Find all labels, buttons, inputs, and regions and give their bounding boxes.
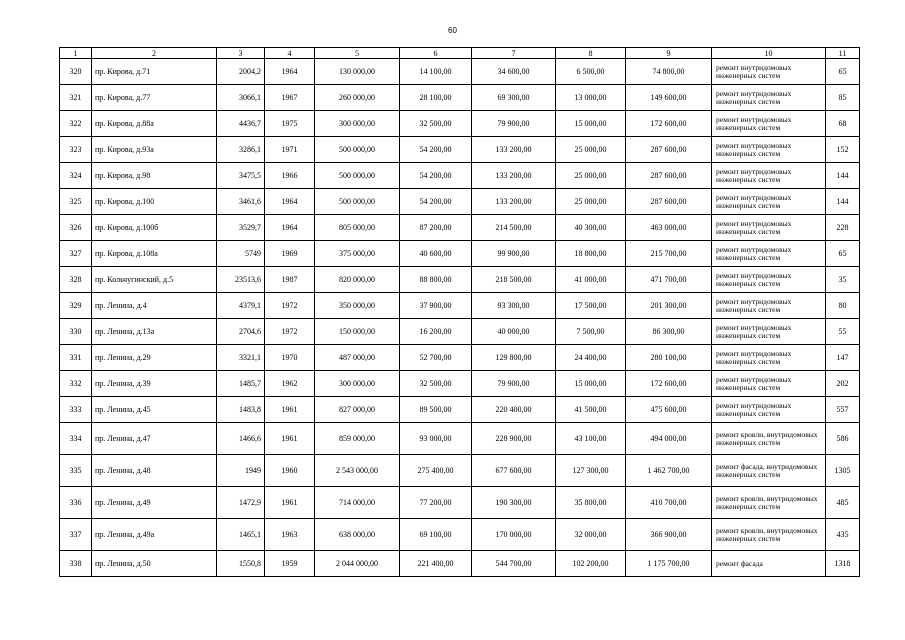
address-cell: пр. Ленина, д.39 — [92, 371, 217, 397]
column-header-7: 7 — [472, 48, 556, 59]
cost-share-3-cell: 24 400,00 — [556, 345, 626, 371]
work-type-cell: ремонт кровли, внутридомовых инженерных систем — [712, 487, 826, 519]
address-cell: пр. Ленина, д.45 — [92, 397, 217, 423]
address-cell: пр. Ленина, д.13а — [92, 319, 217, 345]
cost-share-3-cell: 25 000,00 — [556, 163, 626, 189]
cost-share-2-cell: 79 900,00 — [472, 371, 556, 397]
cost-share-1-cell: 32 500,00 — [400, 111, 472, 137]
cost-share-2-cell: 218 500,00 — [472, 267, 556, 293]
count-cell: 55 — [826, 319, 860, 345]
year-built-cell: 1964 — [265, 215, 315, 241]
cost-share-1-cell: 54 200,00 — [400, 189, 472, 215]
row-number-cell: 331 — [60, 345, 92, 371]
cost-share-2-cell: 190 300,00 — [472, 487, 556, 519]
cost-share-1-cell: 14 100,00 — [400, 59, 472, 85]
address-cell: пр. Ленина, д.29 — [92, 345, 217, 371]
count-cell: 35 — [826, 267, 860, 293]
cost-share-3-cell: 43 100,00 — [556, 423, 626, 455]
cost-share-4-cell: 280 100,00 — [626, 345, 712, 371]
table-row — [60, 371, 860, 397]
row-number-cell: 329 — [60, 293, 92, 319]
cost-share-3-cell: 15 000,00 — [556, 371, 626, 397]
work-type-cell: ремонт внутридомовых инженерных систем — [712, 189, 826, 215]
total-cost-cell: 500 000,00 — [315, 163, 400, 189]
row-number-cell: 325 — [60, 189, 92, 215]
cost-share-1-cell: 77 200,00 — [400, 487, 472, 519]
row-number-cell: 322 — [60, 111, 92, 137]
year-built-cell: 1972 — [265, 319, 315, 345]
table-row — [60, 163, 860, 189]
work-type-cell: ремонт внутридомовых инженерных систем — [712, 111, 826, 137]
table-row — [60, 189, 860, 215]
cost-share-2-cell: 214 500,00 — [472, 215, 556, 241]
table-row — [60, 215, 860, 241]
table-row — [60, 85, 860, 111]
column-header-1: 1 — [60, 48, 92, 59]
column-header-3: 3 — [217, 48, 265, 59]
total-cost-cell: 350 000,00 — [315, 293, 400, 319]
cost-share-3-cell: 13 000,00 — [556, 85, 626, 111]
count-cell: 65 — [826, 59, 860, 85]
floor-area-cell: 3461,6 — [217, 189, 265, 215]
address-cell: пр. Кирова, д.108а — [92, 241, 217, 267]
floor-area-cell: 1465,1 — [217, 519, 265, 551]
address-cell: пр. Кирова, д.98 — [92, 163, 217, 189]
cost-share-4-cell: 494 000,00 — [626, 423, 712, 455]
row-number-cell: 323 — [60, 137, 92, 163]
cost-share-4-cell: 1 175 700,00 — [626, 551, 712, 577]
cost-share-4-cell: 471 700,00 — [626, 267, 712, 293]
floor-area-cell: 4379,1 — [217, 293, 265, 319]
count-cell: 152 — [826, 137, 860, 163]
cost-share-2-cell: 129 800,00 — [472, 345, 556, 371]
year-built-cell: 1961 — [265, 397, 315, 423]
floor-area-cell: 3286,1 — [217, 137, 265, 163]
cost-share-1-cell: 32 500,00 — [400, 371, 472, 397]
total-cost-cell: 150 000,00 — [315, 319, 400, 345]
work-type-cell: ремонт внутридомовых инженерных систем — [712, 319, 826, 345]
year-built-cell: 1987 — [265, 267, 315, 293]
year-built-cell: 1963 — [265, 519, 315, 551]
total-cost-cell: 375 000,00 — [315, 241, 400, 267]
cost-share-3-cell: 25 000,00 — [556, 137, 626, 163]
address-cell: пр. Кольчугинский, д.5 — [92, 267, 217, 293]
cost-share-1-cell: 16 200,00 — [400, 319, 472, 345]
cost-share-2-cell: 79 900,00 — [472, 111, 556, 137]
year-built-cell: 1959 — [265, 551, 315, 577]
cost-share-1-cell: 221 400,00 — [400, 551, 472, 577]
work-type-cell: ремонт внутридомовых инженерных систем — [712, 59, 826, 85]
count-cell: 435 — [826, 519, 860, 551]
row-number-cell: 336 — [60, 487, 92, 519]
cost-share-4-cell: 172 600,00 — [626, 371, 712, 397]
cost-share-1-cell: 93 000,00 — [400, 423, 472, 455]
cost-share-1-cell: 37 900,00 — [400, 293, 472, 319]
cost-share-4-cell: 1 462 700,00 — [626, 455, 712, 487]
cost-share-4-cell: 287 600,00 — [626, 189, 712, 215]
floor-area-cell: 2004,2 — [217, 59, 265, 85]
cost-share-1-cell: 52 700,00 — [400, 345, 472, 371]
cost-share-2-cell: 133 200,00 — [472, 189, 556, 215]
address-cell: пр. Ленина, д.4 — [92, 293, 217, 319]
work-type-cell: ремонт внутридомовых инженерных систем — [712, 371, 826, 397]
cost-share-1-cell: 54 200,00 — [400, 137, 472, 163]
row-number-cell: 332 — [60, 371, 92, 397]
column-header-5: 5 — [315, 48, 400, 59]
cost-share-1-cell: 54 200,00 — [400, 163, 472, 189]
address-cell: пр. Кирова, д.93а — [92, 137, 217, 163]
column-header-6: 6 — [400, 48, 472, 59]
total-cost-cell: 714 000,00 — [315, 487, 400, 519]
total-cost-cell: 2 044 000,00 — [315, 551, 400, 577]
count-cell: 68 — [826, 111, 860, 137]
table-row — [60, 111, 860, 137]
work-type-cell: ремонт фасада — [712, 551, 826, 577]
row-number-cell: 338 — [60, 551, 92, 577]
floor-area-cell: 1483,8 — [217, 397, 265, 423]
page-number: 60 — [448, 26, 457, 35]
year-built-cell: 1960 — [265, 455, 315, 487]
count-cell: 557 — [826, 397, 860, 423]
cost-share-4-cell: 463 000,00 — [626, 215, 712, 241]
row-number-cell: 326 — [60, 215, 92, 241]
row-number-cell: 335 — [60, 455, 92, 487]
floor-area-cell: 3475,5 — [217, 163, 265, 189]
work-type-cell: ремонт внутридомовых инженерных систем — [712, 241, 826, 267]
year-built-cell: 1961 — [265, 487, 315, 519]
year-built-cell: 1961 — [265, 423, 315, 455]
cost-share-3-cell: 32 000,00 — [556, 519, 626, 551]
floor-area-cell: 23513,6 — [217, 267, 265, 293]
total-cost-cell: 859 000,00 — [315, 423, 400, 455]
floor-area-cell: 5749 — [217, 241, 265, 267]
count-cell: 1318 — [826, 551, 860, 577]
cost-share-3-cell: 35 800,00 — [556, 487, 626, 519]
work-type-cell: ремонт кровли, внутридомовых инженерных систем — [712, 423, 826, 455]
floor-area-cell: 3529,7 — [217, 215, 265, 241]
cost-share-3-cell: 40 300,00 — [556, 215, 626, 241]
cost-share-1-cell: 28 100,00 — [400, 85, 472, 111]
cost-share-3-cell: 102 200,00 — [556, 551, 626, 577]
cost-share-2-cell: 677 600,00 — [472, 455, 556, 487]
cost-share-4-cell: 287 600,00 — [626, 163, 712, 189]
cost-share-4-cell: 366 900,00 — [626, 519, 712, 551]
year-built-cell: 1969 — [265, 241, 315, 267]
cost-share-2-cell: 99 900,00 — [472, 241, 556, 267]
housing-repair-table — [59, 47, 860, 577]
total-cost-cell: 487 000,00 — [315, 345, 400, 371]
work-type-cell: ремонт фасада, внутридомовых инженерных систем — [712, 455, 826, 487]
address-cell: пр. Кирова, д.71 — [92, 59, 217, 85]
cost-share-1-cell: 88 800,00 — [400, 267, 472, 293]
table-body — [60, 59, 860, 577]
count-cell: 85 — [826, 85, 860, 111]
cost-share-4-cell: 149 600,00 — [626, 85, 712, 111]
address-cell: пр. Ленина, д.49 — [92, 487, 217, 519]
column-header-9: 9 — [626, 48, 712, 59]
count-cell: 80 — [826, 293, 860, 319]
cost-share-2-cell: 133 200,00 — [472, 137, 556, 163]
year-built-cell: 1975 — [265, 111, 315, 137]
year-built-cell: 1964 — [265, 59, 315, 85]
cost-share-1-cell: 69 100,00 — [400, 519, 472, 551]
column-header-10: 10 — [712, 48, 826, 59]
count-cell: 65 — [826, 241, 860, 267]
cost-share-3-cell: 127 300,00 — [556, 455, 626, 487]
cost-share-2-cell: 170 000,00 — [472, 519, 556, 551]
cost-share-1-cell: 87 200,00 — [400, 215, 472, 241]
year-built-cell: 1970 — [265, 345, 315, 371]
cost-share-2-cell: 228 900,00 — [472, 423, 556, 455]
cost-share-2-cell: 93 300,00 — [472, 293, 556, 319]
table-row — [60, 319, 860, 345]
count-cell: 1305 — [826, 455, 860, 487]
row-number-cell: 334 — [60, 423, 92, 455]
column-header-11: 11 — [826, 48, 860, 59]
floor-area-cell: 1466,6 — [217, 423, 265, 455]
table-row — [60, 551, 860, 577]
column-number-row — [60, 48, 860, 59]
total-cost-cell: 2 543 000,00 — [315, 455, 400, 487]
row-number-cell: 328 — [60, 267, 92, 293]
total-cost-cell: 130 000,00 — [315, 59, 400, 85]
column-header-4: 4 — [265, 48, 315, 59]
year-built-cell: 1972 — [265, 293, 315, 319]
cost-share-3-cell: 7 500,00 — [556, 319, 626, 345]
cost-share-4-cell: 215 700,00 — [626, 241, 712, 267]
year-built-cell: 1967 — [265, 85, 315, 111]
count-cell: 586 — [826, 423, 860, 455]
row-number-cell: 327 — [60, 241, 92, 267]
total-cost-cell: 260 000,00 — [315, 85, 400, 111]
cost-share-3-cell: 18 800,00 — [556, 241, 626, 267]
cost-share-2-cell: 34 600,00 — [472, 59, 556, 85]
address-cell: пр. Ленина, д.49а — [92, 519, 217, 551]
floor-area-cell: 3321,1 — [217, 345, 265, 371]
total-cost-cell: 300 000,00 — [315, 111, 400, 137]
floor-area-cell: 1550,8 — [217, 551, 265, 577]
row-number-cell: 337 — [60, 519, 92, 551]
total-cost-cell: 500 000,00 — [315, 189, 400, 215]
table-row — [60, 397, 860, 423]
address-cell: пр. Ленина, д.47 — [92, 423, 217, 455]
total-cost-cell: 820 000,00 — [315, 267, 400, 293]
work-type-cell: ремонт внутридомовых инженерных систем — [712, 345, 826, 371]
work-type-cell: ремонт внутридомовых инженерных систем — [712, 137, 826, 163]
table-row — [60, 423, 860, 455]
column-header-2: 2 — [92, 48, 217, 59]
table-row — [60, 345, 860, 371]
total-cost-cell: 638 000,00 — [315, 519, 400, 551]
work-type-cell: ремонт внутридомовых инженерных систем — [712, 215, 826, 241]
address-cell: пр. Кирова, д.100б — [92, 215, 217, 241]
work-type-cell: ремонт внутридомовых инженерных систем — [712, 293, 826, 319]
cost-share-4-cell: 410 700,00 — [626, 487, 712, 519]
table-row — [60, 519, 860, 551]
table-row — [60, 137, 860, 163]
table-row — [60, 293, 860, 319]
cost-share-4-cell: 172 600,00 — [626, 111, 712, 137]
floor-area-cell: 1485,7 — [217, 371, 265, 397]
cost-share-2-cell: 69 300,00 — [472, 85, 556, 111]
cost-share-4-cell: 287 600,00 — [626, 137, 712, 163]
cost-share-3-cell: 15 000,00 — [556, 111, 626, 137]
address-cell: пр. Кирова, д.88а — [92, 111, 217, 137]
year-built-cell: 1971 — [265, 137, 315, 163]
count-cell: 485 — [826, 487, 860, 519]
cost-share-1-cell: 275 400,00 — [400, 455, 472, 487]
work-type-cell: ремонт внутридомовых инженерных систем — [712, 85, 826, 111]
work-type-cell: ремонт внутридомовых инженерных систем — [712, 163, 826, 189]
work-type-cell: ремонт внутридомовых инженерных систем — [712, 267, 826, 293]
row-number-cell: 321 — [60, 85, 92, 111]
cost-share-2-cell: 544 700,00 — [472, 551, 556, 577]
total-cost-cell: 827 000,00 — [315, 397, 400, 423]
cost-share-4-cell: 86 300,00 — [626, 319, 712, 345]
row-number-cell: 333 — [60, 397, 92, 423]
cost-share-3-cell: 17 500,00 — [556, 293, 626, 319]
cost-share-2-cell: 40 000,00 — [472, 319, 556, 345]
year-built-cell: 1962 — [265, 371, 315, 397]
table-row — [60, 455, 860, 487]
count-cell: 228 — [826, 215, 860, 241]
cost-share-3-cell: 41 000,00 — [556, 267, 626, 293]
cost-share-3-cell: 41 500,00 — [556, 397, 626, 423]
floor-area-cell: 2704,6 — [217, 319, 265, 345]
column-header-8: 8 — [556, 48, 626, 59]
total-cost-cell: 500 000,00 — [315, 137, 400, 163]
cost-share-1-cell: 40 600,00 — [400, 241, 472, 267]
floor-area-cell: 4436,7 — [217, 111, 265, 137]
work-type-cell: ремонт внутридомовых инженерных систем — [712, 397, 826, 423]
year-built-cell: 1964 — [265, 189, 315, 215]
total-cost-cell: 805 000,00 — [315, 215, 400, 241]
floor-area-cell: 3066,1 — [217, 85, 265, 111]
floor-area-cell: 1472,9 — [217, 487, 265, 519]
table-row — [60, 487, 860, 519]
table-row — [60, 241, 860, 267]
count-cell: 202 — [826, 371, 860, 397]
cost-share-2-cell: 133 200,00 — [472, 163, 556, 189]
cost-share-1-cell: 89 500,00 — [400, 397, 472, 423]
address-cell: пр. Кирова, д.100 — [92, 189, 217, 215]
table-row — [60, 59, 860, 85]
count-cell: 147 — [826, 345, 860, 371]
cost-share-4-cell: 475 600,00 — [626, 397, 712, 423]
table-row — [60, 267, 860, 293]
row-number-cell: 324 — [60, 163, 92, 189]
work-type-cell: ремонт кровли, внутридомовых инженерных систем — [712, 519, 826, 551]
cost-share-4-cell: 201 300,00 — [626, 293, 712, 319]
cost-share-2-cell: 220 400,00 — [472, 397, 556, 423]
row-number-cell: 330 — [60, 319, 92, 345]
row-number-cell: 320 — [60, 59, 92, 85]
cost-share-3-cell: 25 000,00 — [556, 189, 626, 215]
address-cell: пр. Ленина, д.50 — [92, 551, 217, 577]
cost-share-4-cell: 74 800,00 — [626, 59, 712, 85]
year-built-cell: 1966 — [265, 163, 315, 189]
floor-area-cell: 1949 — [217, 455, 265, 487]
total-cost-cell: 300 000,00 — [315, 371, 400, 397]
cost-share-3-cell: 6 500,00 — [556, 59, 626, 85]
count-cell: 144 — [826, 189, 860, 215]
address-cell: пр. Кирова, д.77 — [92, 85, 217, 111]
count-cell: 144 — [826, 163, 860, 189]
address-cell: пр. Ленина, д.48 — [92, 455, 217, 487]
